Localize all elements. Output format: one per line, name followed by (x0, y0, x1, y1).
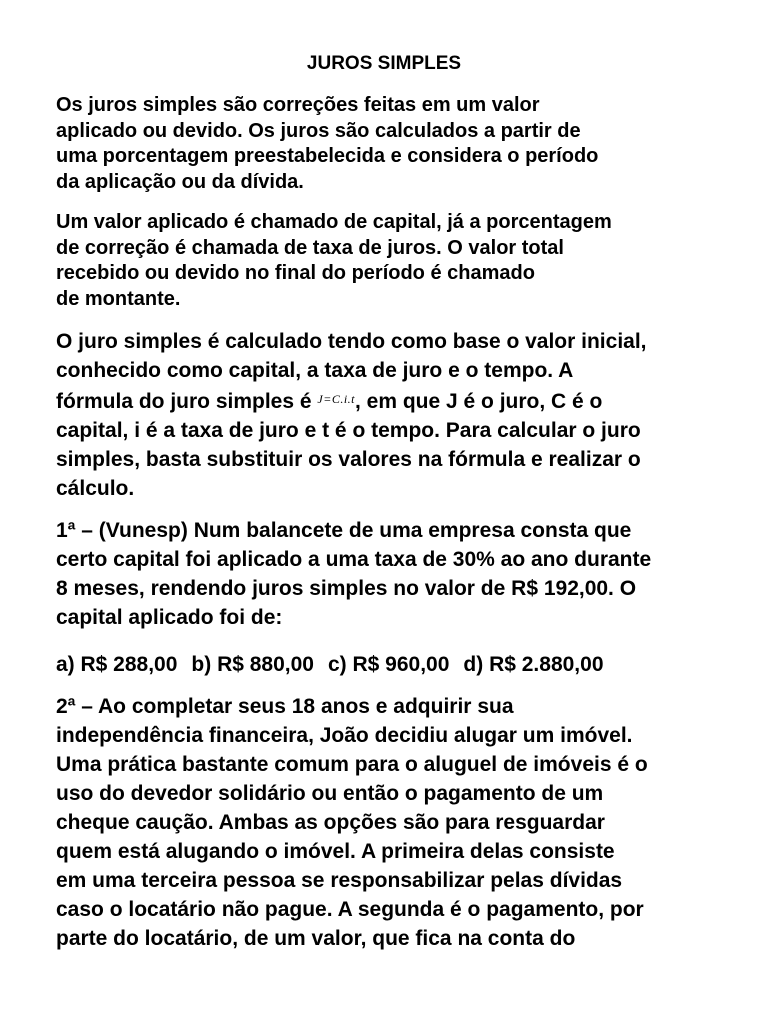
text-line: capital aplicado foi de: (56, 606, 283, 629)
text-line: 1ª – (Vunesp) Num balancete de uma empresa consta que (56, 519, 632, 542)
text-line: uma porcentagem preestabelecida e considera o período (56, 145, 599, 167)
option-a: a) R$ 288,00 (56, 653, 178, 676)
text-line: capital, i é a taxa de juro e t é o tempo. Para calcular o juro (56, 419, 641, 442)
text-line: cálculo. (56, 477, 135, 500)
text-line: da aplicação ou da dívida. (56, 170, 304, 193)
question-2 (56, 692, 726, 953)
text-line: caso o locatário não pague. A segunda é o pagamento, por (56, 898, 644, 921)
formula-expression: J=C.i.t (317, 392, 355, 406)
text-line: de correção é chamada de taxa de juros. O valor total (56, 236, 564, 259)
text-fragment: fórmula do juro simples é (56, 390, 318, 413)
text-line: cheque caução. Ambas as opções são para resguardar (56, 811, 605, 834)
text-line: O juro simples é calculado tendo como base o valor inicial, (56, 330, 647, 353)
question-1-options (56, 650, 726, 679)
text-line: 2ª – Ao completar seus 18 anos e adquirir sua (56, 695, 514, 718)
option-d: d) R$ 2.880,00 (463, 653, 604, 676)
text-line: parte do locatário, de um valor, que fica na conta do (56, 927, 576, 950)
page-title: JUROS SIMPLES (306, 53, 462, 74)
text-line: simples, basta substituir os valores na fórmula e realizar o (56, 448, 641, 471)
text-line-formula (56, 385, 726, 416)
text-line: conhecido como capital, a taxa de juro e o tempo. A (56, 359, 574, 382)
text-line: quem está alugando o imóvel. A primeira delas consiste (56, 840, 615, 863)
text-line: certo capital foi aplicado a uma taxa de 30% ao ano durante (56, 548, 652, 571)
question-1 (56, 516, 726, 632)
text-line: aplicado ou devido. Os juros são calculados a partir de (56, 119, 581, 142)
text-line: Os juros simples são correções feitas em um valor (56, 94, 540, 116)
text-fragment: , em que J é o juro, C é o (355, 390, 603, 413)
paragraph-formula (56, 327, 726, 503)
text-line: recebido ou devido no final do período é chamado (56, 262, 535, 284)
paragraph-definition (56, 93, 726, 195)
option-b: b) R$ 880,00 (191, 653, 314, 676)
text-line: Uma prática bastante comum para o aluguel de imóveis é o (56, 753, 648, 776)
text-line: em uma terceira pessoa se responsabilizar pelas dívidas (56, 869, 623, 892)
text-line: uso do devedor solidário ou então o pagamento de um (56, 782, 604, 805)
option-c: c) R$ 960,00 (328, 653, 450, 676)
text-line: 8 meses, rendendo juros simples no valor de R$ 192,00. O (56, 577, 637, 600)
paragraph-capital (56, 210, 726, 312)
text-line: de montante. (56, 287, 181, 310)
text-line: independência financeira, João decidiu alugar um imóvel. (56, 724, 633, 747)
text-line: Um valor aplicado é chamado de capital, já a porcentagem (56, 211, 612, 233)
